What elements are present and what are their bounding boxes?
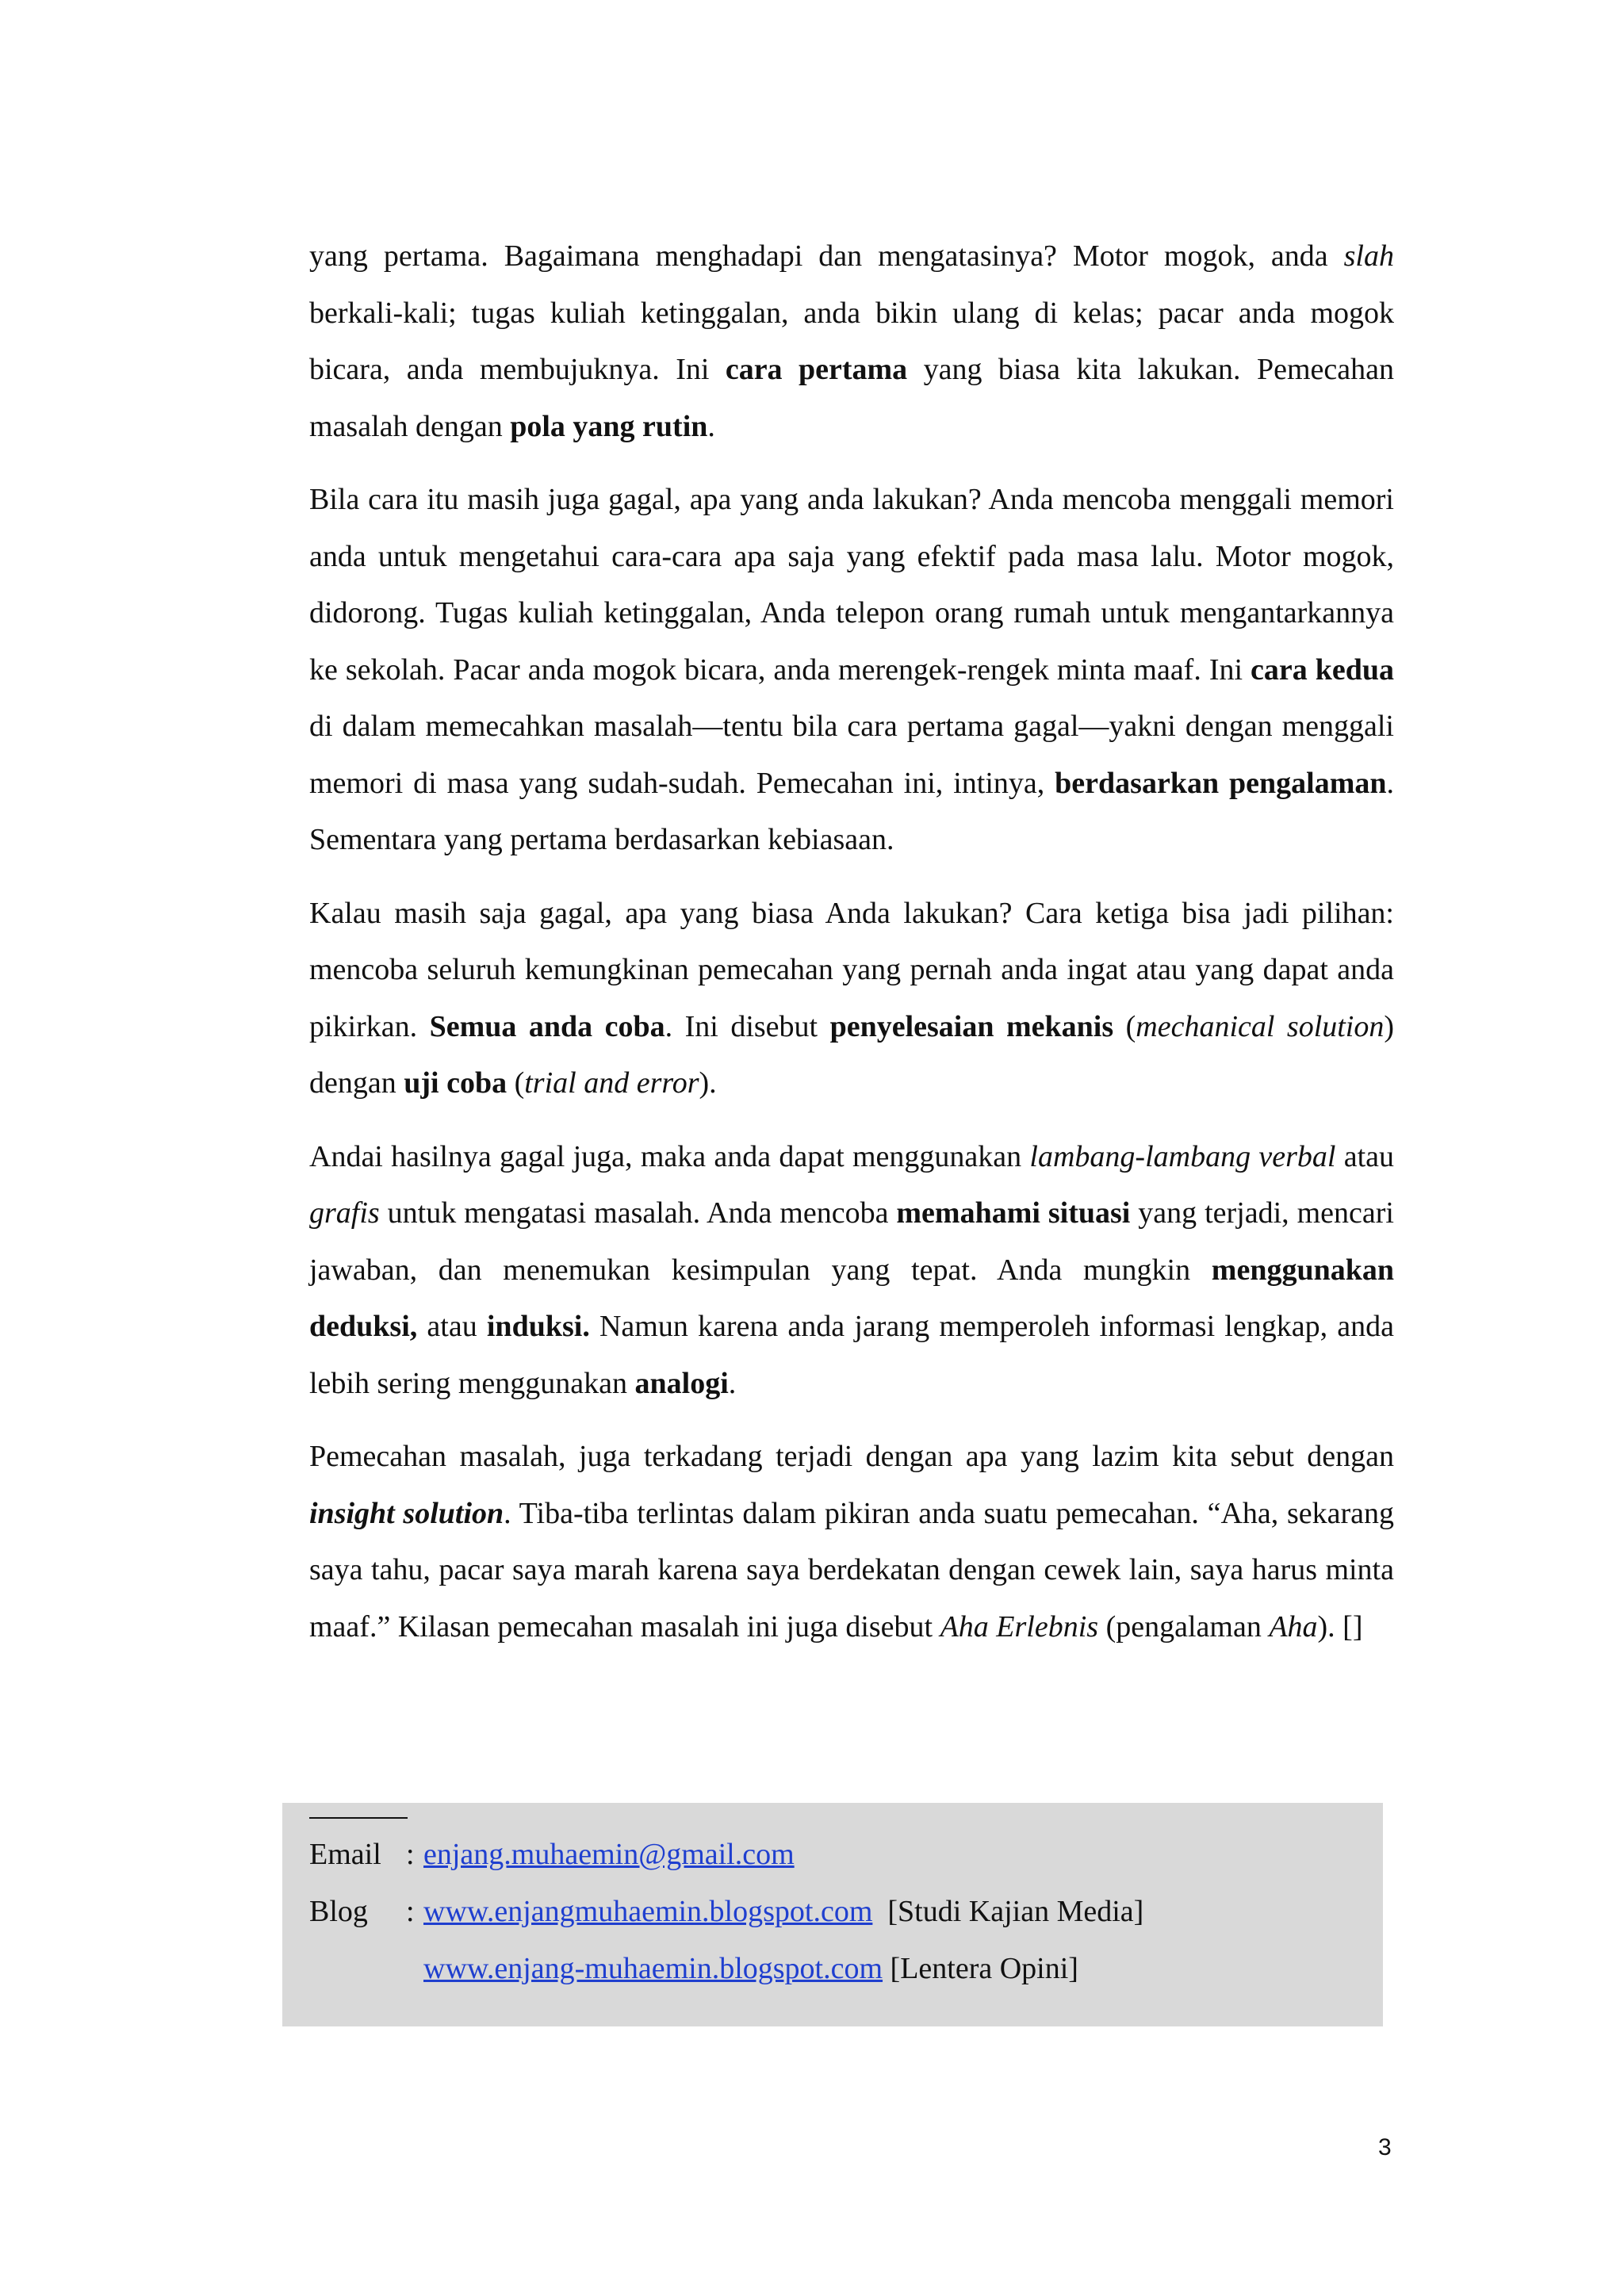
separator: : <box>406 1838 415 1871</box>
emphasis-text: pola yang rutin <box>510 409 708 443</box>
text-run: ( <box>507 1066 525 1100</box>
text-run: Bila cara itu masih juga gagal, apa yang anda lakukan? Anda mencoba menggali memori anda untuk mengetahui cara-cara apa saja yang efektif pada masa lalu. Motor mogok, didorong. Tugas kuliah ketinggalan, Anda telepon orang rumah untuk mengantarkannya ke sekolah. Pacar anda mogok bicara, anda merengek-rengek minta maaf. Ini <box>309 483 1394 687</box>
text-run: . <box>707 409 715 443</box>
emphasis-text: trial and error <box>524 1066 699 1100</box>
blog-label: Blog <box>309 1895 368 1928</box>
emphasis-text: Aha Erlebnis <box>940 1609 1099 1644</box>
body-text <box>309 228 1394 1672</box>
text-run: untuk mengatasi masalah. Anda mencoba <box>379 1196 897 1230</box>
blog-row-2 <box>423 1949 1078 1988</box>
text-run: berkali-kali; tugas kuliah ketinggalan, anda bikin ulang di kelas; pacar anda mogok bicara, anda membujuknya. Ini <box>309 296 1394 386</box>
paragraph <box>309 1429 1394 1655</box>
contact-info-box <box>282 1803 1383 2026</box>
emphasis-text: menggunakan deduksi, <box>309 1253 1394 1343</box>
separator: : <box>406 1895 415 1928</box>
emphasis-text: grafis <box>309 1196 380 1230</box>
emphasis-text: slah <box>1343 239 1394 273</box>
text-run: Namun karena anda jarang memperoleh informasi lengkap, anda lebih sering menggunakan <box>309 1310 1394 1400</box>
text-run: atau <box>417 1310 487 1343</box>
text-run: yang pertama. Bagaimana menghadapi dan mengatasinya? Motor mogok, anda <box>309 239 1344 273</box>
emphasis-text: mechanical solution <box>1136 1009 1385 1043</box>
text-run: ) dengan <box>309 1009 1395 1100</box>
emphasis-text: cara kedua <box>1251 652 1394 687</box>
text-run: ( <box>1113 1009 1136 1043</box>
text-run: ). <box>699 1066 717 1100</box>
emphasis-text: penyelesaian mekanis <box>829 1009 1114 1043</box>
emphasis-text: induksi. <box>486 1310 590 1343</box>
email-row <box>309 1835 795 1874</box>
text-run: Pemecahan masalah, juga terkadang terjadi dengan apa yang lazim kita sebut dengan <box>309 1440 1394 1473</box>
emphasis-text: Aha <box>1269 1609 1318 1644</box>
footnote-rule <box>309 1817 408 1819</box>
emphasis-text: berdasarkan pengalaman <box>1055 766 1387 800</box>
email-link[interactable]: enjang.muhaemin@gmail.com <box>423 1838 795 1871</box>
emphasis-text: lambang-lambang verbal <box>1029 1139 1336 1173</box>
paragraph <box>309 228 1394 455</box>
text-run: atau <box>1335 1139 1395 1173</box>
text-run: yang biasa kita lakukan. Pemecahan masalah dengan <box>309 353 1394 443</box>
email-label: Email <box>309 1838 381 1871</box>
blog-link-1[interactable]: www.enjangmuhaemin.blogspot.com <box>423 1895 873 1928</box>
emphasis-text: memahami situasi <box>896 1196 1131 1230</box>
emphasis-text: cara pertama <box>725 353 908 386</box>
blog-note-1: [Studi Kajian Media] <box>887 1895 1144 1928</box>
text-run: . <box>728 1366 737 1400</box>
text-run: (pengalaman <box>1098 1609 1270 1644</box>
text-run: ). [] <box>1317 1609 1363 1644</box>
blog-row <box>309 1892 1143 1931</box>
emphasis-text: uji coba <box>404 1066 508 1100</box>
page-number: 3 <box>1378 2134 1392 2160</box>
emphasis-text: Semua anda coba <box>429 1009 665 1043</box>
blog-note-2: [Lentera Opini] <box>890 1952 1078 1985</box>
text-run: . Tiba-tiba terlintas dalam pikiran anda suatu pemecahan. “Aha, sekarang saya tahu, pacar saya marah karena saya berdekatan dengan cewek lain, saya harus minta maaf.” Kilasan pemecahan masalah ini juga disebut <box>309 1496 1395 1644</box>
paragraph <box>309 472 1394 869</box>
emphasis-text: analogi <box>634 1366 729 1400</box>
text-run: yang terjadi, mencari jawaban, dan menemukan kesimpulan yang tepat. Anda mungkin <box>309 1196 1394 1287</box>
paragraph <box>309 886 1394 1112</box>
text-run: Andai hasilnya gagal juga, maka anda dapat menggunakan <box>309 1139 1030 1173</box>
text-run: . Sementara yang pertama berdasarkan kebiasaan. <box>309 766 1394 856</box>
paragraph <box>309 1129 1394 1413</box>
text-run: . Ini disebut <box>665 1009 830 1043</box>
emphasis-text: insight solution <box>309 1496 504 1530</box>
text-run: di dalam memecahkan masalah—tentu bila cara pertama gagal—yakni dengan menggali memori di masa yang sudah-sudah. Pemecahan ini, intinya, <box>309 710 1394 800</box>
text-run: Kalau masih saja gagal, apa yang biasa Anda lakukan? Cara ketiga bisa jadi pilihan: mencoba seluruh kemungkinan pemecahan yang pernah anda ingat atau yang dapat anda pikirkan. <box>309 896 1394 1043</box>
blog-link-2[interactable]: www.enjang-muhaemin.blogspot.com <box>423 1952 883 1985</box>
